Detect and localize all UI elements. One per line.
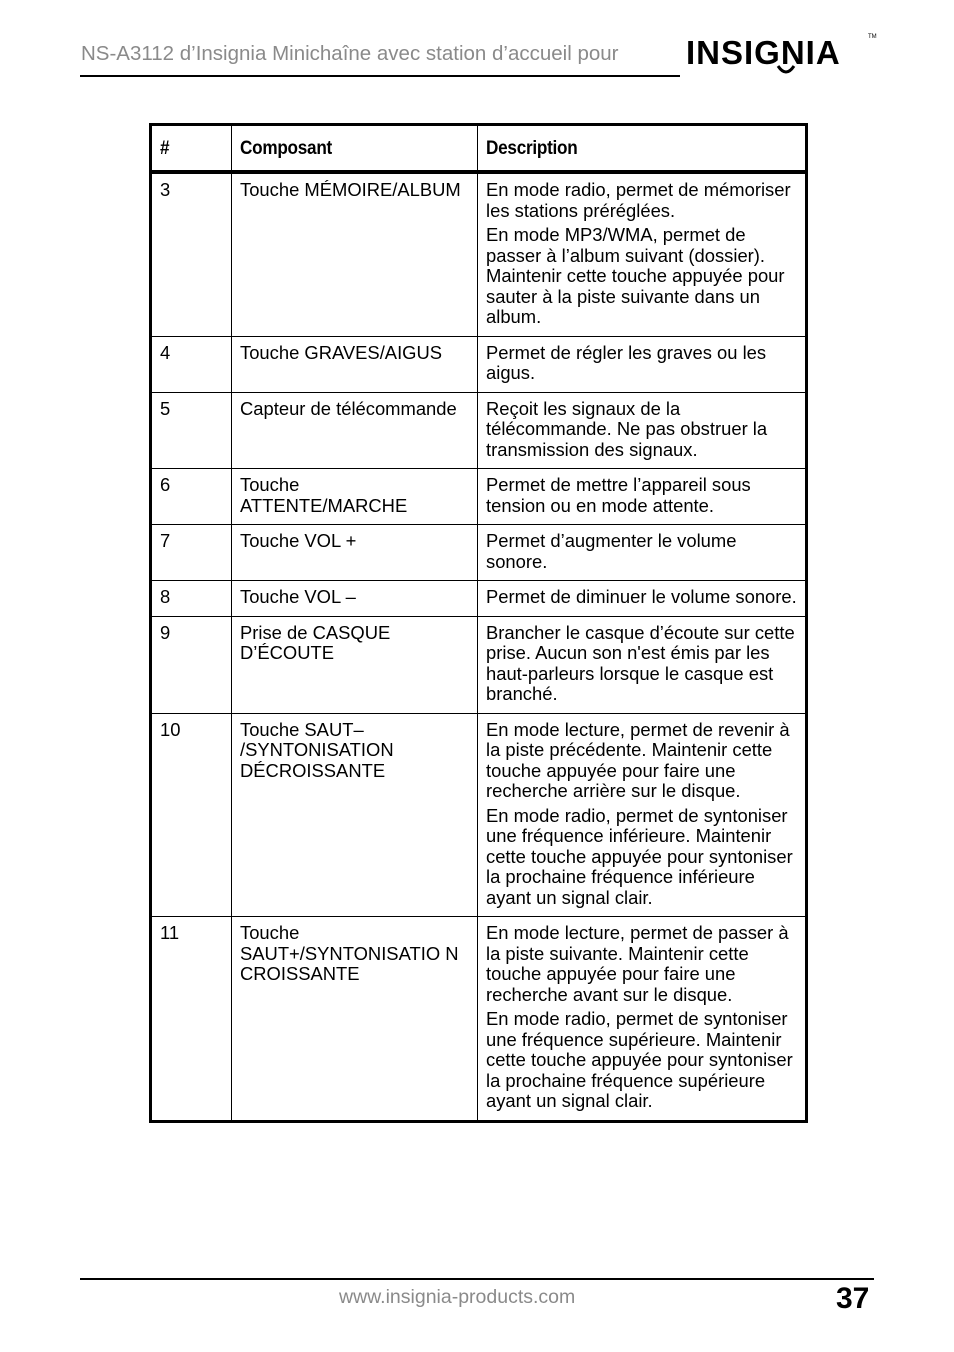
header-rule	[80, 75, 680, 77]
description-paragraph: Reçoit les signaux de la télécommande. Ne pas obstruer la transmission des signaux.	[486, 397, 768, 460]
table-row	[151, 713, 807, 917]
table-header-row	[151, 125, 807, 173]
description-paragraph: Permet de régler les graves ou les aigus.	[486, 341, 767, 383]
table-row	[151, 336, 807, 392]
header-title: NS-A3112 d’Insignia Minichaîne avec station d’accueil pour	[81, 42, 619, 65]
description-paragraph: Permet d’augmenter le volume sonore.	[486, 530, 737, 572]
table-row	[151, 392, 807, 469]
row-number: 7	[151, 525, 232, 581]
footer-rule	[80, 1278, 874, 1280]
footer-url: www.insignia-products.com	[339, 1286, 576, 1308]
row-component: Touche SAUT– /SYNTONISATION DÉCROISSANTE	[232, 713, 478, 917]
row-component: Touche SAUT+/SYNTONISATIO N CROISSANTE	[232, 917, 478, 1122]
row-number: 5	[151, 392, 232, 469]
row-number: 6	[151, 469, 232, 525]
row-description	[478, 525, 807, 581]
logo-arc-icon	[776, 64, 796, 78]
insignia-logo	[686, 34, 877, 72]
row-component: Touche MÉMOIRE/ALBUM	[232, 172, 478, 336]
row-description	[478, 917, 807, 1122]
logo-trademark: TM	[868, 34, 877, 40]
component-table	[149, 123, 808, 1123]
row-description	[478, 581, 807, 617]
column-header-description: Description	[478, 125, 807, 173]
row-description	[478, 469, 807, 525]
description-paragraph: En mode MP3/WMA, permet de passer à l’album suivant (dossier). Maintenir cette touche appuyée pour sauter à la piste suivante dans un album.	[486, 224, 785, 327]
row-number: 11	[151, 917, 232, 1122]
description-paragraph: Permet de diminuer le volume sonore.	[486, 586, 797, 607]
row-number: 3	[151, 172, 232, 336]
description-paragraph: En mode radio, permet de mémoriser les stations préréglées.	[486, 179, 791, 221]
table-row	[151, 616, 807, 713]
table-row	[151, 469, 807, 525]
page-number: 37	[836, 1282, 870, 1315]
description-paragraph: En mode radio, permet de syntoniser une fréquence inférieure. Maintenir cette touche appuyée pour syntoniser la prochaine fréquence inférieure ayant un signal clair.	[486, 804, 793, 908]
row-description	[478, 336, 807, 392]
row-number: 4	[151, 336, 232, 392]
row-number: 9	[151, 616, 232, 713]
description-paragraph: Brancher le casque d’écoute sur cette prise. Aucun son n'est émis par les haut-parleurs lorsque le casque est branché.	[486, 621, 795, 704]
table-row	[151, 172, 807, 336]
table-row	[151, 525, 807, 581]
row-component: Prise de CASQUE D’ÉCOUTE	[232, 616, 478, 713]
row-component: Capteur de télécommande	[232, 392, 478, 469]
row-description	[478, 616, 807, 713]
row-component: Touche GRAVES/AIGUS	[232, 336, 478, 392]
column-header-number: #	[151, 125, 232, 173]
column-header-component: Composant	[232, 125, 478, 173]
description-paragraph: En mode lecture, permet de revenir à la piste précédente. Maintenir cette touche appuyée pour faire une recherche arrière sur le disque.	[486, 718, 790, 801]
row-number: 8	[151, 581, 232, 617]
table-row	[151, 581, 807, 617]
row-description	[478, 172, 807, 336]
row-component: Touche ATTENTE/MARCHE	[232, 469, 478, 525]
table-row	[151, 917, 807, 1122]
row-number: 10	[151, 713, 232, 917]
description-paragraph: Permet de mettre l’appareil sous tension ou en mode attente.	[486, 474, 751, 516]
row-component: Touche VOL +	[232, 525, 478, 581]
row-description	[478, 713, 807, 917]
row-description	[478, 392, 807, 469]
logo-wordmark: INSIGNIA	[686, 34, 841, 71]
description-paragraph: En mode radio, permet de syntoniser une fréquence supérieure. Maintenir cette touche appuyée pour syntoniser la prochaine fréquence supérieure ayant un signal clair.	[486, 1008, 793, 1111]
row-component: Touche VOL –	[232, 581, 478, 617]
description-paragraph: En mode lecture, permet de passer à la piste suivante. Maintenir cette touche appuyée pour faire une recherche avant sur le disque.	[486, 922, 789, 1005]
